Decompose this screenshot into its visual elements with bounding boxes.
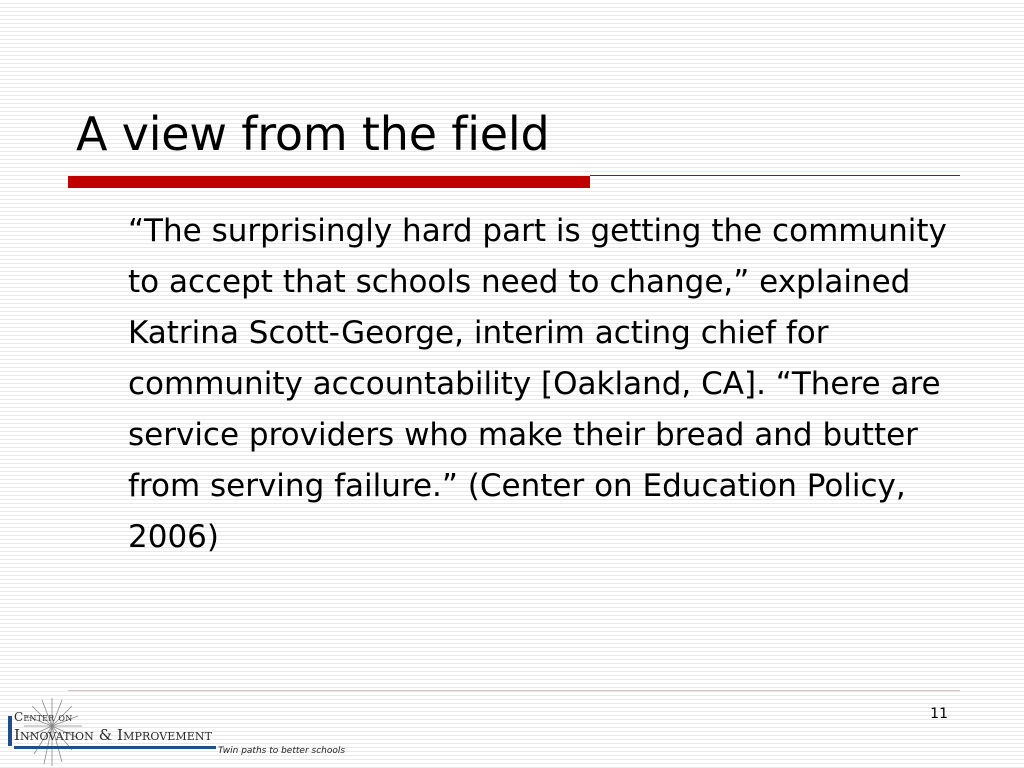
title-underline-bar	[68, 176, 590, 188]
title-underline-thin-line	[590, 175, 960, 176]
slide-number: 11	[930, 706, 948, 722]
logo-text-line-2: Innovation & Improvement	[14, 726, 213, 744]
logo-tagline: Twin paths to better schools	[218, 746, 346, 756]
logo-text-line-1: Center on	[14, 710, 73, 724]
organization-logo	[0, 696, 360, 768]
logo-accent-bar	[8, 716, 12, 746]
footer-divider	[68, 690, 960, 691]
slide-title: A view from the field	[76, 107, 550, 161]
logo-underline	[14, 746, 216, 749]
quote-paragraph: “The surprisingly hard part is getting the community to accept that schools need to change,” explained Katrina Scott-George, interim acting chief for community accountability [Oakland, CA]. “There are service providers who make their bread and butter from serving failure.” (Center on Education Policy, 2006)	[128, 213, 947, 555]
